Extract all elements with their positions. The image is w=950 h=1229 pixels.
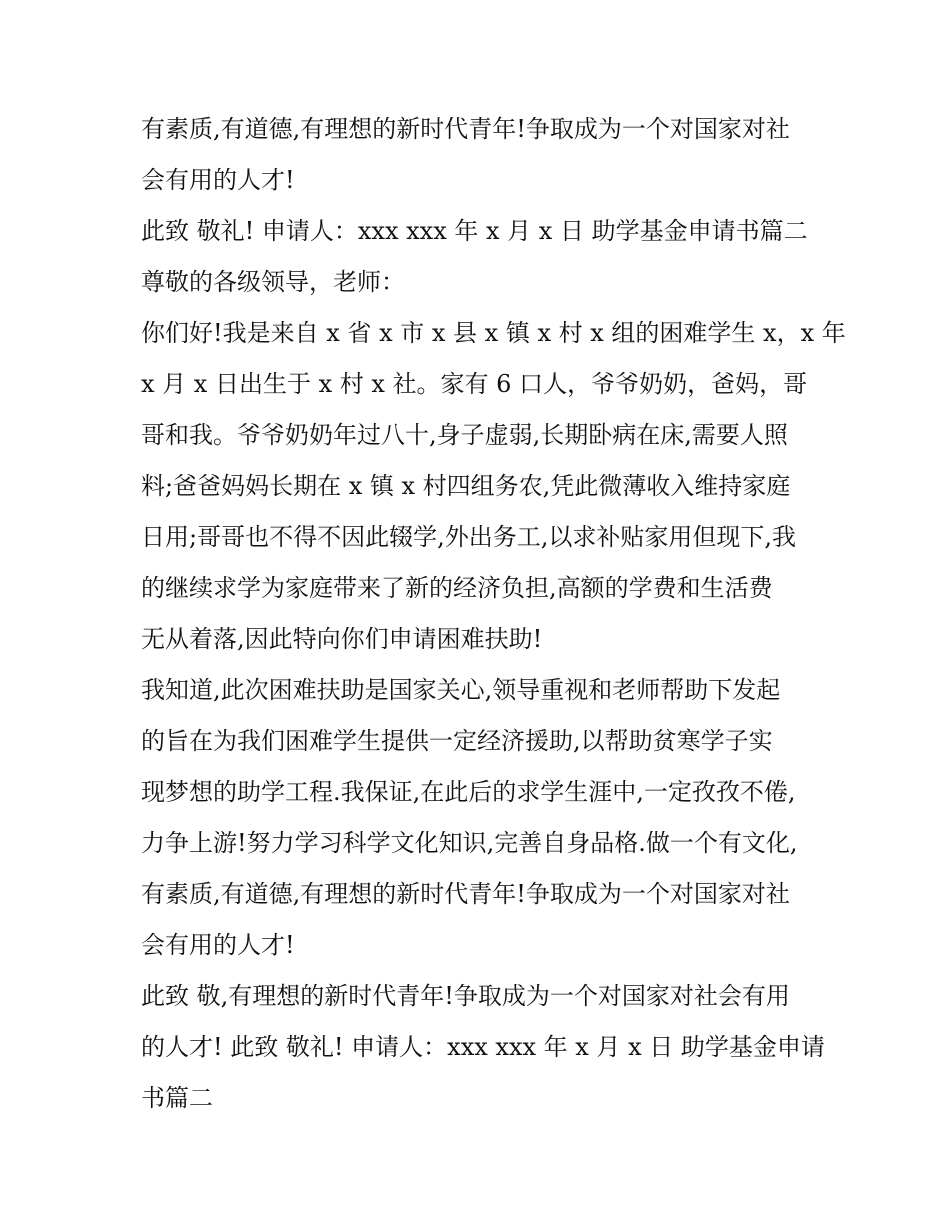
text-line: 力争上游!努力学习科学文化知识,完善自身品格.做一个有文化,: [141, 829, 798, 857]
text-line: 会有用的人才!: [141, 931, 295, 959]
text-line: 日用;哥哥也不得不因此辍学,外出务工,以求补贴家用但现下,我: [141, 523, 796, 551]
text-line: 会有用的人才!: [141, 166, 295, 194]
text-line: 料;爸爸妈妈长期在 x 镇 x 村四组务农,凭此微薄收入维持家庭: [141, 472, 791, 500]
text-line: 尊敬的各级领导，老师：: [141, 268, 405, 296]
text-line: 的人才! 此致 敬礼! 申请人：xxx xxx 年 x 月 x 日 助学基金申请: [141, 1033, 825, 1061]
text-line: 哥和我。爷爷奶奶年过八十,身子虚弱,长期卧病在床,需要人照: [141, 421, 788, 449]
text-line: 我知道,此次困难扶助是国家关心,领导重视和老师帮助下发起: [141, 676, 781, 704]
text-line: 无从着落,因此特向你们申请困难扶助!: [141, 625, 543, 653]
text-line: 的继续求学为家庭带来了新的经济负担,高额的学费和生活费: [141, 574, 773, 602]
text-line: 有素质,有道德,有理想的新时代青年!争取成为一个对国家对社: [141, 880, 790, 908]
text-line: 的旨在为我们困难学生提供一定经济援助,以帮助贫寒学子实: [141, 727, 773, 755]
text-line: 书篇二: [141, 1084, 213, 1112]
text-line: x 月 x 日出生于 x 村 x 社。家有 6 口人，爷爷奶奶，爸妈，哥: [141, 370, 808, 398]
text-line: 有素质,有道德,有理想的新时代青年!争取成为一个对国家对社: [141, 115, 790, 143]
document-body: [141, 104, 846, 1124]
text-line: 此致 敬礼! 申请人：xxx xxx 年 x 月 x 日 助学基金申请书篇二: [141, 217, 808, 245]
text-line: 现梦想的助学工程.我保证,在此后的求学生涯中,一定孜孜不倦,: [141, 778, 796, 806]
text-line: 此致 敬,有理想的新时代青年!争取成为一个对国家对社会有用: [141, 982, 790, 1010]
text-line: 你们好!我是来自 x 省 x 市 x 县 x 镇 x 村 x 组的困难学生 x，x 年: [141, 319, 846, 347]
